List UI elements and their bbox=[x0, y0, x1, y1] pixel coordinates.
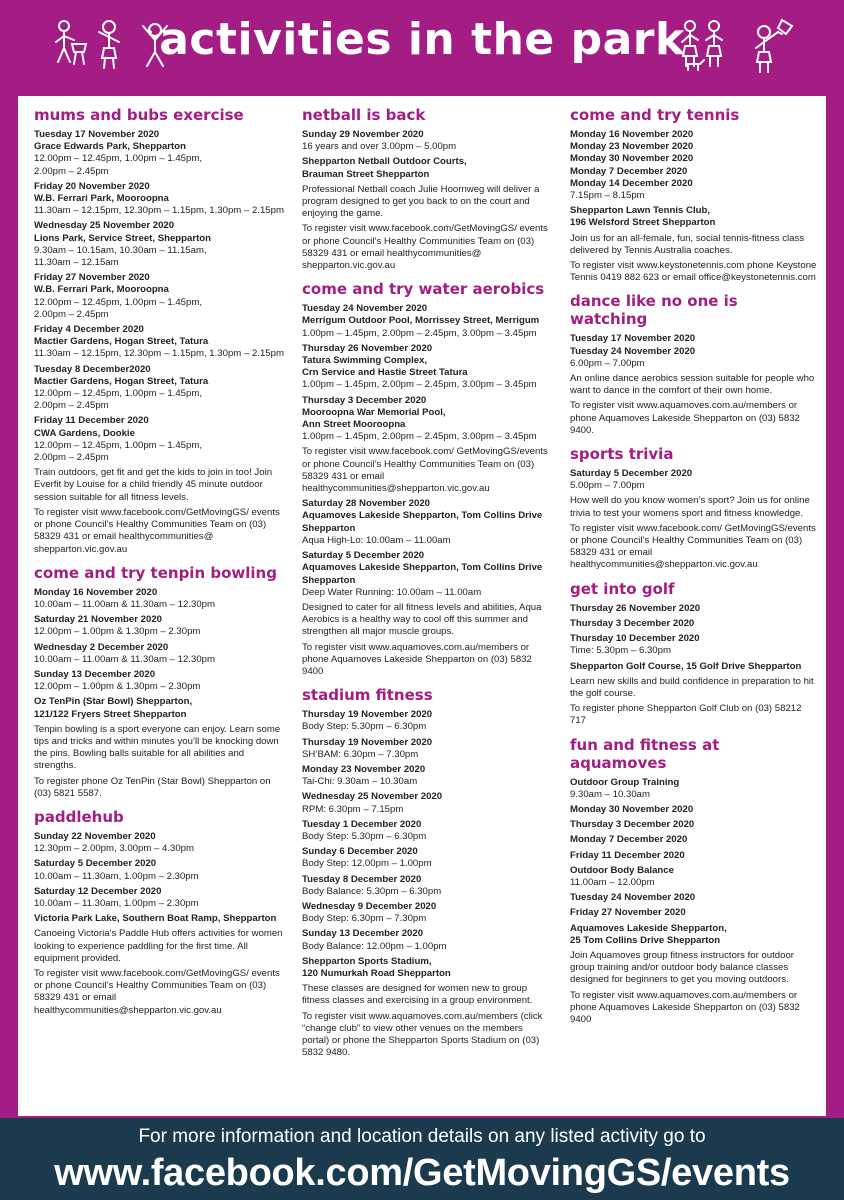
event-time: 12.00pm – 12.45pm, 1.00pm – 1.45pm, bbox=[34, 388, 202, 400]
event-time: 10.00am – 11.00am & 11.30am – 12.30pm bbox=[34, 598, 215, 610]
event-detail-bold: CWA Gardens, Dookie bbox=[34, 427, 135, 439]
content-panel bbox=[18, 96, 826, 1116]
event-detail-bold: Wednesday 2 December 2020 bbox=[34, 641, 169, 653]
event-detail-bold: Saturday 21 November 2020 bbox=[34, 614, 162, 626]
description-paragraph: To register visit www.aquamoves.com.au/members or phone Aquamoves Lakeside Shepparton on (03) 5832 9400. bbox=[570, 400, 800, 436]
event-detail-bold: Friday 20 November 2020 bbox=[34, 180, 150, 192]
description-paragraph: Learn new skills and build confidence in preparation to hit the golf course. bbox=[570, 675, 814, 699]
event-detail-bold: Monday 14 December 2020 bbox=[570, 177, 693, 189]
event-time: 5.00pm – 7.00pm bbox=[570, 480, 645, 492]
event-detail-bold: Friday 11 December 2020 bbox=[34, 415, 149, 427]
event-detail-bold: 196 Welsford Street Shepparton bbox=[570, 217, 716, 229]
event-detail-bold: Friday 11 December 2020 bbox=[570, 849, 685, 861]
event-time: 12.00pm – 12.45pm, 1.00pm – 1.45pm, bbox=[34, 153, 202, 165]
event-time: Body Balance: 12.00pm – 1.00pm bbox=[302, 940, 447, 952]
event-detail-bold: Saturday 5 December 2020 bbox=[34, 858, 157, 870]
event-time: Body Step: 12.00pm – 1.00pm bbox=[302, 858, 432, 870]
event-detail-bold: Monday 16 November 2020 bbox=[570, 129, 694, 140]
event-time: 6.00pm – 7.00pm bbox=[570, 357, 645, 369]
section-dance-like-no-one-is-watching bbox=[570, 292, 820, 437]
event-time: Tai-Chi: 9.30am – 10.30am bbox=[302, 776, 418, 788]
event-detail-bold: 120 Numurkah Road Shepparton bbox=[302, 967, 451, 979]
event-detail-bold: W.B. Ferrari Park, Mooroopna bbox=[34, 284, 169, 296]
event-detail-bold: Sunday 13 December 2020 bbox=[302, 928, 424, 940]
section-come-and-try-water-aerobics bbox=[302, 280, 552, 678]
event-time: 12.00pm – 1.00pm & 1.30pm – 2.30pm bbox=[34, 626, 201, 638]
event-detail-bold: Tuesday 17 November 2020 bbox=[34, 129, 160, 140]
event-detail-bold: Mactier Gardens, Hogan Street, Tatura bbox=[34, 336, 209, 348]
event-detail-bold: Thursday 26 November 2020 bbox=[302, 342, 433, 354]
section-fun-and-fitness-at-aquamoves bbox=[570, 736, 820, 1027]
event-time: Time: 5.30pm – 6.30pm bbox=[570, 645, 671, 657]
footer-info-text: For more information and location details on any listed activity go to bbox=[138, 1126, 706, 1147]
event-time: 10.00am – 11.30am, 1.00pm – 2.30pm bbox=[34, 897, 199, 909]
section-come-and-try-tennis bbox=[570, 106, 820, 284]
event-detail-bold: Grace Edwards Park, Shepparton bbox=[34, 141, 186, 153]
event-detail-bold: Merrigum Outdoor Pool, Morrissey Street, Merrigum bbox=[302, 315, 540, 327]
event-detail-bold: Monday 30 November 2020 bbox=[570, 153, 694, 165]
section-heading: netball is back bbox=[302, 106, 426, 124]
event-time: 1.00pm – 1.45pm, 2.00pm – 2.45pm, 3.00pm – 3.45pm bbox=[302, 327, 537, 339]
event-detail-bold: Friday 27 November 2020 bbox=[570, 907, 686, 919]
column-right bbox=[570, 106, 820, 1034]
event-detail-bold: Tuesday 1 December 2020 bbox=[302, 818, 422, 830]
event-time: 12.00pm – 12.45pm, 1.00pm – 1.45pm, bbox=[34, 296, 202, 308]
description-paragraph: Tenpin bowling is a sport everyone can enjoy. Learn some tips and tricks and within minutes you’ll be knocking down the pins. Bowling balls suitable for all abilities and strengths. bbox=[34, 723, 281, 772]
family-dog-figure-icon bbox=[676, 18, 740, 74]
description-paragraph: Train outdoors, get fit and get the kids to join in too! Join Everfit by Louise for a child friendly 45 minute outdoor session suitable for all fitness levels. bbox=[34, 467, 273, 503]
event-detail-bold: Monday 30 November 2020 bbox=[570, 803, 694, 815]
description-paragraph: Join us for an all-female, fun, social tennis-fitness class delivered by Tennis Australia coaches. bbox=[570, 232, 805, 256]
event-time: 16 years and over 3.00pm – 5.00pm bbox=[302, 141, 457, 153]
section-heading: get into golf bbox=[570, 579, 675, 598]
event-detail-bold: Tuesday 24 November 2020 bbox=[570, 892, 696, 904]
event-detail-bold: Wednesday 9 December 2020 bbox=[302, 900, 437, 912]
description-paragraph: These classes are designed for women new to group fitness classes and exercising in a group environment. bbox=[302, 983, 533, 1007]
event-time: 10.00am – 11.00am & 11.30am – 12.30pm bbox=[34, 653, 215, 665]
section-heading: dance like no one is watching bbox=[570, 292, 738, 329]
section-netball-is-back bbox=[302, 106, 552, 272]
event-time: Deep Water Running: 10.00am – 11.00am bbox=[302, 586, 482, 598]
event-detail-bold: Aquamoves Lakeside Shepparton, Tom Collins Drive Shepparton bbox=[302, 562, 543, 586]
event-time: 9.30am – 10.15am, 10.30am – 11.15am, bbox=[34, 244, 207, 256]
footer-url-link[interactable]: www.facebook.com/GetMovingGS/events bbox=[54, 1152, 790, 1194]
event-detail-bold: Sunday 22 November 2020 bbox=[34, 830, 156, 842]
header-banner bbox=[0, 0, 844, 95]
description-paragraph: To register visit www.aquamoves.com.au/members (click “change club” to view other venues on the members portal) or phone the Shepparton Sports Stadium on (03) 5832 9480. bbox=[302, 1010, 543, 1059]
event-detail-bold: Tuesday 17 November 2020 bbox=[570, 333, 696, 345]
section-get-into-golf bbox=[570, 580, 820, 728]
event-time: Body Step: 5.30pm – 6.30pm bbox=[302, 721, 427, 733]
event-detail-bold: Sunday 6 December 2020 bbox=[302, 846, 418, 858]
event-detail-bold: Wednesday 25 November 2020 bbox=[302, 791, 443, 803]
description-paragraph: To register visit www.aquamoves.com.au/members or phone Aquamoves Lakeside Shepparton on (03) 5832 9400 bbox=[302, 641, 532, 677]
description-paragraph: Canoeing Victoria’s Paddle Hub offers activities for women looking to experience paddling for the first time. All equipment provided. bbox=[34, 928, 283, 964]
event-detail-bold: Thursday 10 December 2020 bbox=[570, 633, 700, 645]
event-detail-bold: Friday 27 November 2020 bbox=[34, 272, 150, 284]
event-time: 2.00pm – 2.45pm bbox=[34, 400, 109, 412]
description-paragraph: To register visit www.aquamoves.com.au/members or phone Aquamoves Lakeside Shepparton on (03) 5832 9400 bbox=[570, 989, 800, 1025]
event-time: 2.00pm – 2.45pm bbox=[34, 452, 109, 464]
event-detail-bold: Ann Street Mooroopna bbox=[302, 419, 406, 431]
event-time: RPM: 6.30pm – 7.15pm bbox=[302, 803, 404, 815]
description-paragraph: Designed to cater for all fitness levels and abilities, Aqua Aerobics is a healthy way to cool off this summer and strengthen all major muscle groups. bbox=[302, 601, 542, 638]
description-paragraph: An online dance aerobics session suitable for people who want to dance in the comfort of their own home. bbox=[570, 373, 815, 397]
event-detail-bold: Monday 7 December 2020 bbox=[570, 834, 688, 846]
description-paragraph: Professional Netball coach Julie Hoornweg will deliver a program designed to get you back to on the court and enjoying the game. bbox=[302, 183, 540, 220]
event-detail-bold: W.B. Ferrari Park, Mooroopna bbox=[34, 193, 169, 205]
event-time: 2.00pm – 2.45pm bbox=[34, 308, 109, 320]
event-time: 12.30pm – 2.00pm, 3.00pm – 4.30pm bbox=[34, 843, 194, 855]
description-paragraph: To register phone Oz TenPin (Star Bowl) Shepparton on (03) 5821 5587. bbox=[34, 775, 271, 799]
section-heading: stadium fitness bbox=[302, 686, 433, 705]
event-detail-bold: Mactier Gardens, Hogan Street, Tatura bbox=[34, 375, 209, 387]
footer-banner bbox=[0, 1118, 844, 1200]
event-detail-bold: Wednesday 25 November 2020 bbox=[34, 220, 175, 232]
event-detail-bold: Shepparton Lawn Tennis Club, bbox=[570, 205, 710, 217]
event-detail-bold: Thursday 19 November 2020 bbox=[302, 736, 433, 748]
event-time: Body Step: 6.30pm – 7.30pm bbox=[302, 913, 427, 925]
section-heading: come and try tennis bbox=[570, 106, 740, 124]
event-detail-bold: Tuesday 8 December2020 bbox=[34, 363, 151, 375]
event-detail-bold: Aquamoves Lakeside Shepparton, bbox=[570, 922, 727, 934]
event-detail-bold: Outdoor Group Training bbox=[570, 776, 680, 788]
event-detail-bold: Thursday 3 December 2020 bbox=[570, 617, 695, 629]
description-paragraph: To register visit www.facebook.com/GetMovingGS/ events or phone Council’s Healthy Communities Team on (03) 58329 431 or email healthycommunities@ shepparton.vic.gov.au bbox=[34, 506, 280, 555]
event-detail-bold: 25 Tom Collins Drive Shepparton bbox=[570, 934, 721, 946]
event-detail-bold: Oz TenPin (Star Bowl) Shepparton, bbox=[34, 696, 193, 708]
event-time: 10.00am – 11.30am, 1.00pm – 2.30pm bbox=[34, 870, 199, 882]
event-detail-bold: Aquamoves Lakeside Shepparton, Tom Collins Drive Shepparton bbox=[302, 510, 543, 534]
column-middle bbox=[302, 106, 552, 1067]
event-detail-bold: Saturday 28 November 2020 bbox=[302, 498, 430, 510]
event-detail-bold: Mooroopna War Memorial Pool, bbox=[302, 406, 446, 418]
event-time: 12.00pm – 1.00pm & 1.30pm – 2.30pm bbox=[34, 681, 201, 693]
event-time: 11.30am – 12.15am bbox=[34, 257, 119, 269]
event-detail-bold: Shepparton Netball Outdoor Courts, bbox=[302, 156, 467, 168]
event-detail-bold: 121/122 Fryers Street Shepparton bbox=[34, 708, 187, 720]
event-detail-bold: Crn Service and Hastie Street Tatura bbox=[302, 367, 468, 379]
event-time: 9.30am – 10.30am bbox=[570, 788, 651, 800]
section-paddlehub bbox=[34, 808, 284, 1017]
description-paragraph: To register visit www.facebook.com/ GetMovingGS/events or phone Council’s Healthy Communities Team on (03) 58329 431 or email healthycommunities@shepparton.vic.gov.au bbox=[302, 446, 548, 495]
event-detail-bold: Thursday 3 December 2020 bbox=[570, 819, 695, 831]
event-time: 11.00am – 12.00pm bbox=[570, 876, 655, 888]
page-title: activities in the park bbox=[159, 14, 685, 65]
event-time: 7.15pm – 8.15pm bbox=[570, 190, 645, 202]
event-detail-bold: Tuesday 8 December 2020 bbox=[302, 873, 422, 885]
section-heading: fun and fitness at aquamoves bbox=[570, 735, 720, 772]
event-detail-bold: Tatura Swimming Complex, bbox=[302, 355, 428, 367]
event-detail-bold: Tuesday 24 November 2020 bbox=[302, 303, 428, 315]
column-left bbox=[34, 106, 284, 1025]
description-paragraph: To register visit www.facebook.com/GetMovingGS/ events or phone Council’s Healthy Communities Team on (03) 58329 431 or email healthycommunities@shepparton.vic.gov.au bbox=[34, 967, 280, 1016]
section-come-and-try-tenpin-bowling bbox=[34, 564, 284, 800]
event-time: 2.00pm – 2.45pm bbox=[34, 165, 109, 177]
event-time: 11.30am – 12.15pm, 12.30pm – 1.15pm, 1.30pm – 2.15pm bbox=[34, 205, 284, 217]
description-paragraph: How well do you know women’s sport? Join us for online trivia to test your womens sport and fitness knowledge. bbox=[570, 495, 810, 519]
event-detail-bold: Saturday 5 December 2020 bbox=[302, 550, 425, 562]
event-detail-bold: Thursday 19 November 2020 bbox=[302, 709, 433, 721]
event-detail-bold: Thursday 26 November 2020 bbox=[570, 602, 701, 614]
description-paragraph: To register phone Shepparton Golf Club on (03) 58212 717 bbox=[570, 703, 802, 727]
event-detail-bold: Brauman Street Shepparton bbox=[302, 168, 430, 180]
event-detail-bold: Shepparton Golf Course, 15 Golf Drive Shepparton bbox=[570, 660, 802, 672]
section-sports-trivia bbox=[570, 445, 820, 572]
section-heading: come and try tenpin bowling bbox=[34, 563, 277, 582]
event-time: 12.00pm – 12.45pm, 1.00pm – 1.45pm, bbox=[34, 439, 202, 451]
section-heading: come and try water aerobics bbox=[302, 280, 545, 299]
event-detail-bold: Saturday 5 December 2020 bbox=[570, 468, 693, 480]
description-paragraph: To register visit www.facebook.com/GetMovingGS/ events or phone Council’s Healthy Communities Team on (03) 58329 431 or email healthycommunities@ shepparton.vic.gov.au bbox=[302, 223, 548, 272]
description-paragraph: To register visit www.facebook.com/ GetMovingGS/events or phone Council’s Healthy Communities Team on (03) 58329 431 or email healthycommunities@shepparton.vic.gov.au bbox=[570, 522, 816, 571]
event-time: Body Step: 5.30pm – 6.30pm bbox=[302, 830, 427, 842]
section-stadium-fitness bbox=[302, 686, 552, 1059]
event-detail-bold: Monday 23 November 2020 bbox=[302, 763, 426, 775]
event-detail-bold: Sunday 13 December 2020 bbox=[34, 668, 156, 680]
event-detail-bold: Shepparton Sports Stadium, bbox=[302, 955, 432, 967]
event-detail-bold: Monday 7 December 2020 bbox=[570, 165, 688, 177]
event-time: SH’BAM: 6.30pm – 7.30pm bbox=[302, 748, 419, 760]
event-time: 1.00pm – 1.45pm, 2.00pm – 2.45pm, 3.00pm – 3.45pm bbox=[302, 379, 537, 391]
event-time: 1.00pm – 1.45pm, 2.00pm – 2.45pm, 3.00pm – 3.45pm bbox=[302, 431, 537, 443]
event-detail-bold: Saturday 12 December 2020 bbox=[34, 885, 162, 897]
section-heading: paddlehub bbox=[34, 807, 124, 826]
description-paragraph: To register visit www.keystonetennis.com phone Keystone Tennis 0419 882 623 or email office@keystonetennis.com bbox=[570, 260, 817, 284]
event-detail-bold: Victoria Park Lake, Southern Boat Ramp, Shepparton bbox=[34, 913, 277, 925]
description-paragraph: Join Aquamoves group fitness instructors for outdoor group training and/or outdoor body balance classes designed for beginners to get you moving outdoors. bbox=[570, 949, 794, 986]
event-detail-bold: Thursday 3 December 2020 bbox=[302, 394, 427, 406]
event-detail-bold: Monday 23 November 2020 bbox=[570, 141, 694, 153]
event-detail-bold: Outdoor Body Balance bbox=[570, 864, 674, 876]
event-detail-bold: Monday 16 November 2020 bbox=[34, 586, 158, 598]
section-heading: mums and bubs exercise bbox=[34, 106, 244, 124]
event-detail-bold: Tuesday 24 November 2020 bbox=[570, 345, 696, 357]
kite-figure-icon bbox=[748, 18, 798, 74]
event-time: Aqua High-Lo: 10.00am – 11.00am bbox=[302, 534, 451, 546]
event-detail-bold: Sunday 29 November 2020 bbox=[302, 129, 424, 140]
section-mums-and-bubs-exercise bbox=[34, 106, 284, 556]
event-detail-bold: Friday 4 December 2020 bbox=[34, 324, 144, 336]
event-time: Body Balance: 5.30pm – 6.30pm bbox=[302, 885, 442, 897]
event-detail-bold: Lions Park, Service Street, Shepparton bbox=[34, 232, 212, 244]
section-heading: sports trivia bbox=[570, 445, 674, 464]
event-time: 11.30am – 12.15pm, 12.30pm – 1.15pm, 1.30pm – 2.15pm bbox=[34, 348, 284, 360]
